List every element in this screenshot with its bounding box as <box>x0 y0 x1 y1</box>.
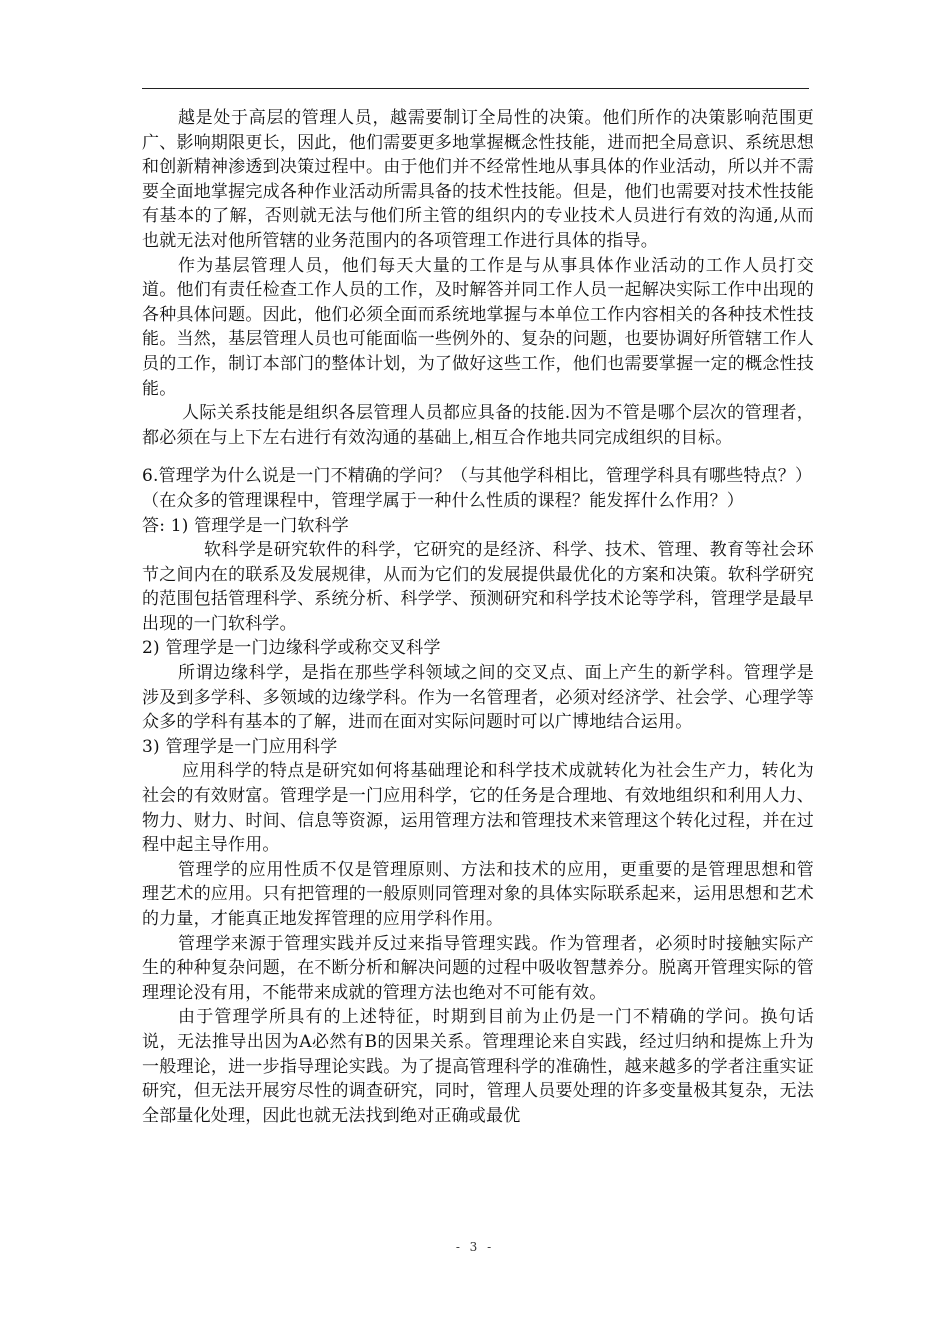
paragraph-applied-science: 应用科学的特点是研究如何将基础理论和科学技术成就转化为社会生产力，转化为社会的有效财富。管理学是一门应用科学，它的任务是合理地、有效地组织和利用人力、物力、财力、时间、信息等资源，运用管理方法和管理技术来管理这个转化过程，并在过程中起主导作用。 <box>142 761 814 856</box>
page-number: - 3 - <box>455 1240 495 1254</box>
question-heading: 6.管理学为什么说是一门不精确的学问？（与其他学科相比，管理学科具有哪些特点？） <box>142 466 813 487</box>
header-rule <box>142 88 809 89</box>
question-subheading: （在众多的管理课程中，管理学属于一种什么性质的课程？能发挥什么作用？） <box>142 490 744 511</box>
paragraph-high-level-managers: 越是处于高层的管理人员，越需要制订全局性的决策。他们所作的决策影响范围更广、影响期限更长，因此，他们需要更多地掌握概念性技能，进而把全局意识、系统思想和创新精神渗透到决策过程中。由于他们并不经常性地从事具体的作业活动，所以并不需要全面地掌握完成各种作业活动所需具备的技术性技能。但是，他们也需要对技术性技能有基本的了解，否则就无法与他们所主管的组织内的专业技术人员进行有效的沟通,从而也就无法对他所管辖的业务范围内的各项管理工作进行具体的指导。 <box>142 108 814 251</box>
paragraph-soft-science: 软科学是研究软件的科学，它研究的是经济、科学、技术、管理、教育等社会环节之间内在的联系及发展规律，从而为它们的发展提供最优化的方案和决策。软科学研究的范围包括管理科学、系统分析、科学学、预测研究和科学技术论等学科，管理学是最早出现的一门软科学。 <box>142 540 814 634</box>
paragraph-conclusion: 由于管理学所具有的上述特征，时期到目前为止仍是一门不精确的学问。换句话说，无法推导出因为A必然有B的因果关系。管理理论来自实践，经过归纳和提炼上升为一般理论，进一步指导理论实践。为了提高管理科学的准确性，越来越多的学者注重实证研究，但无法开展穷尽性的调查研究，同时，管理人员要处理的许多变量极其复杂，无法全部量化处理，因此也就无法找到绝对正确或最优 <box>142 1007 814 1126</box>
paragraph-interpersonal-skills: 人际关系技能是组织各层管理人员都应具备的技能.因为不管是哪个层次的管理者，都必须在与上下左右进行有效沟通的基础上,相互合作地共同完成组织的目标。 <box>142 403 814 448</box>
document-body <box>142 106 814 1128</box>
answer-point-1-heading: 答: 1) 管理学是一门软科学 <box>142 515 349 536</box>
paragraph-application-nature: 管理学的应用性质不仅是管理原则、方法和技术的应用，更重要的是管理思想和管理艺术的应用。只有把管理的一般原则同管理对象的具体实际联系起来，运用思想和艺术的力量，才能真正地发挥管理的应用学科作用。 <box>142 859 814 929</box>
paragraph-interdisciplinary: 所谓边缘科学，是指在那些学科领域之间的交叉点、面上产生的新学科。管理学是涉及到多学科、多领域的边缘学科。作为一名管理者，必须对经济学、社会学、心理学等众多的学科有基本的了解，进而在面对实际问题时可以广博地结合运用。 <box>142 663 814 733</box>
answer-point-2-heading: 2) 管理学是一门边缘科学或称交叉科学 <box>142 638 441 659</box>
answer-point-3-heading: 3) 管理学是一门应用科学 <box>142 736 338 757</box>
paragraph-basic-level-managers: 作为基层管理人员，他们每天大量的工作是与从事具体作业活动的工作人员打交道。他们有责任检查工作人员的工作，及时解答并同工作人员一起解决实际工作中出现的各种具体问题。因此，他们必须全面而系统地掌握与本单位工作内容相关的各种技术性技能。当然，基层管理人员也可能面临一些例外的、复杂的问题，也要协调好所管辖工作人员的工作，制订本部门的整体计划，为了做好这些工作，他们也需要掌握一定的概念性技能。 <box>142 255 814 399</box>
paragraph-practice: 管理学来源于管理实践并反过来指导管理实践。作为管理者，必须时时接触实际产生的种种复杂问题，在不断分析和解决问题的过程中吸收智慧养分。脱离开管理实际的管理理论没有用，不能带来成就的管理方法也绝对不可能有效。 <box>142 933 814 1003</box>
